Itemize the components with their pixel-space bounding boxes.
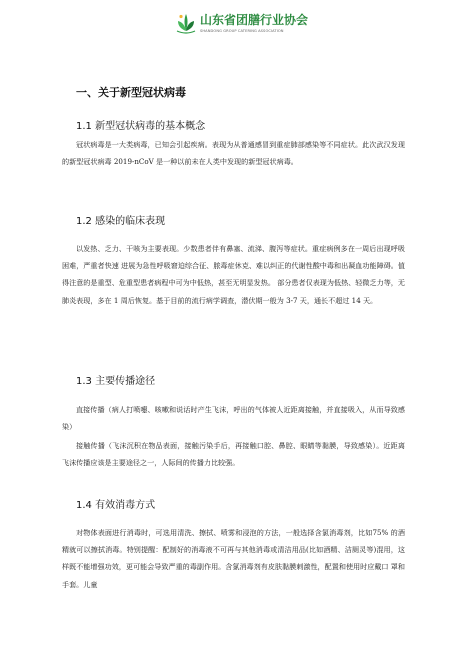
header — [175, 10, 309, 40]
paragraph-1-4: 对物体表面进行消毒时，可选用清洗、擦拭、喷雾和浸泡的方法，一般选择含氯消毒剂，比如75% 的酒精就可以擦拭消毒。特别提醒：配制好的消毒液不可再与其他消毒或清洁用品(比如酒精、洁厕灵等)混用，这样既不能增强功效，更可能会导致严重的毒副作用。含氯消毒剂有皮肤黏膜刺激性，配置和使用时应戴口 罩和手套。儿童 — [62, 528, 405, 589]
association-logo-icon — [175, 12, 197, 34]
org-name: 山东省团膳行业协会 — [200, 13, 309, 27]
section-heading: 一、关于新型冠状病毒 — [76, 86, 186, 99]
subsection-heading-1-2: 1.2 感染的临床表现 — [76, 216, 166, 227]
paragraph-1-3-direct: 直接传播（病人打喷嚏、咳嗽和说话时产生飞沫，呼出的气体被人近距离接触，并直接吸入，从而导致感染） — [62, 405, 405, 432]
paragraph-1-1: 冠状病毒是一大类病毒，已知会引起疾病。表现为从普通感冒到重症肺部感染等不同症状。此次武汉发现的新型冠状病毒 2019-nCoV 是一种以前未在人类中发现的新型冠状病毒。 — [62, 140, 405, 167]
paragraph-1-3-contact: 接触传播（飞沫沉积在物品表面，接触污染手后，再接触口腔、鼻腔、眼睛等黏膜，导致感染）。近距离飞沫传播应该是主要途径之一，人际间的传播力比较强。 — [62, 441, 405, 468]
org-subtitle: SHANDONG GROUP CATERING ASSOCIATION — [200, 29, 284, 33]
paragraph-1-2: 以发热、乏力、干咳为主要表现。少数患者伴有鼻塞、流涕、腹泻等症状。重症病例多在一周后出现呼吸困难，严重者快速 进展为急性呼吸窘迫综合征、脓毒症休克、难以纠正的代谢性酸中毒和出凝血功能障碍。值得注意的是重型、危重型患者病程中可为中低热，甚至无明显发热。 部分患者仅表现为低热、轻微乏力等，无肺炎表现，多在 1 周后恢复。基于目前的流行病学调查，潜伏期一般为 3-7 天，通长不超过 14 天。 — [62, 244, 405, 305]
subsection-heading-1-4: 1.4 有效消毒方式 — [76, 500, 156, 511]
subsection-heading-1-1: 1.1 新型冠状病毒的基本概念 — [76, 121, 206, 132]
subsection-heading-1-3: 1.3 主要传播途径 — [76, 376, 156, 387]
